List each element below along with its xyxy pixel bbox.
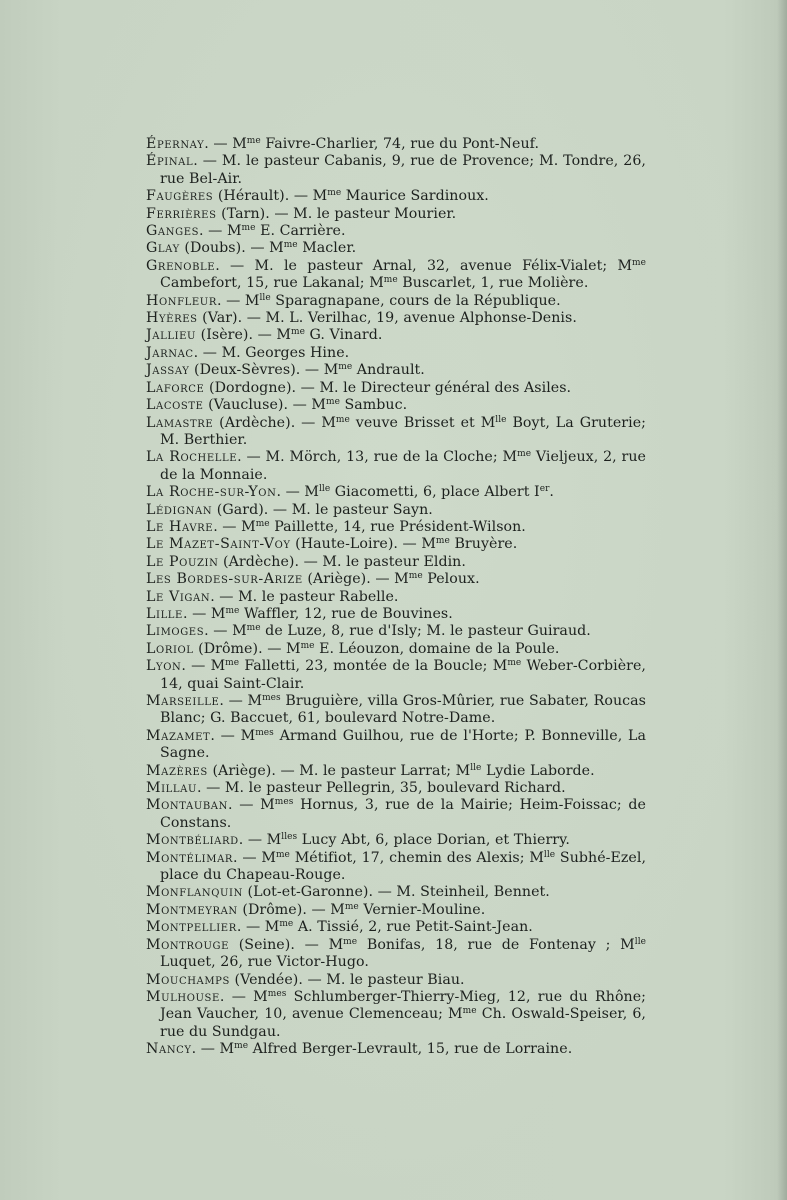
entry-sup: me [300,640,315,651]
entry-text: (Drôme). — M [193,640,301,657]
entry-text: Alfred Berger-Levrault, 15, rue de Lorraine. [248,1041,573,1058]
list-item [146,554,646,571]
entry-sup: lle [259,292,271,303]
place-name: Le Pouzin [146,553,219,570]
place-name: Montauban [146,797,228,814]
entry-text: (Ardèche). — M. le pasteur Eldin. [218,553,466,570]
entry-text: . — M [204,136,247,152]
entry-text: . — M [238,832,282,849]
entry-text: . — M [227,797,275,814]
list-item [146,571,646,588]
entry-sup: lle [470,762,482,773]
place-name: La Roche-sur-Yon [146,484,277,501]
place-name: Montbéliard [146,832,239,849]
list-item [146,850,646,885]
entry-text: Paillette, 14, rue Président-Wilson. [269,518,526,535]
entry-text: Faivre-Charlier, 74, rue du Pont-Neuf. [260,136,540,152]
entry-text: . [549,484,554,501]
entry-text: E. Léouzon, domaine de la Poule. [314,640,560,657]
list-item [146,519,646,536]
entry-text: E. Carrière. [255,223,346,240]
entry-text: (Vaucluse). — M [203,397,326,414]
entry-text: (Ariège). — M. le pasteur Larrat; M [207,762,471,779]
entry-sup: me [246,136,261,146]
list-item [146,972,646,989]
entry-sup: me [234,1041,249,1052]
entry-text: . — M. le pasteur Cabanis, 9, rue de Provence; M. Tondre, 26, rue Bel-Air. [160,153,646,187]
list-item [146,1041,646,1058]
entry-text: (Var). — M. L. Verilhac, 19, avenue Alphonse-Denis. [197,310,577,327]
entry-sup: lle [634,936,646,947]
list-item [146,763,646,780]
place-name: Lille [146,605,183,622]
entry-text: . — M [233,849,276,866]
entry-text: (Ariège). — M [302,571,409,588]
place-name: Honfleur [146,292,217,309]
entry-sup: me [275,849,290,860]
entry-text: Giacometti, 6, place Albert I [330,484,540,501]
entry-sup: me [344,901,359,912]
list-item [146,310,646,327]
entry-text: Ch. Oswald-Speiser, 6, rue du Sundgau. [160,1006,646,1040]
entry-sup: me [338,362,353,373]
place-name: Lamastre [146,414,214,431]
place-name: Mulhouse [146,988,220,1005]
place-name: Limoges [146,623,205,640]
list-item [146,293,646,310]
place-name: Mouchamps [146,971,230,988]
list-item [146,641,646,658]
place-name: Nancy [146,1041,192,1058]
place-name: Le Havre [146,518,214,535]
entry-text: Andrault. [352,362,425,379]
entry-text: . — M [191,1041,235,1058]
entry-text: (Isère). — M [196,327,292,344]
list-item [146,884,646,901]
entry-sup: me [225,658,240,669]
entry-text: Vernier-Mouline. [358,901,486,918]
entry-sup: mes [262,693,281,703]
place-name: Montpellier [146,919,237,936]
place-name: Jassay [146,362,190,379]
entry-text: Sparagnapane, cours de la République. [270,292,561,309]
list-item [146,362,646,379]
list-item [146,345,646,362]
list-item [146,153,646,188]
entry-sup: me [517,449,532,460]
entry-sup: mes [255,727,274,738]
list-item [146,832,646,849]
place-name: Lacoste [146,397,204,414]
place-name: Lédignan [146,501,213,518]
list-item [146,380,646,397]
entry-text: Bruguière, villa Gros-Mûrier, rue Sabater, Roucas Blanc; G. Baccuet, 61, boulevard Notre-Dame. [160,693,646,727]
entry-text: Maurice Sardinoux. [341,188,489,205]
place-name: Loriol [146,640,194,657]
entry-text: Peloux. [422,571,480,588]
entry-text: (Haute-Loire). — M [290,536,436,553]
place-name: Épinal [146,153,194,170]
entry-sup: me [383,275,398,286]
entry-text: Waffler, 12, rue de Bouvines. [239,605,453,622]
place-name: Montmeyran [146,901,238,918]
list-item [146,397,646,414]
list-item [146,536,646,553]
address-list [146,136,646,1059]
list-item [146,415,646,450]
list-item [146,206,646,223]
entry-text: (Doubs). — M [179,240,284,257]
entry-sup: mes [267,988,287,999]
place-name: Le Mazet-Saint-Voy [146,536,291,553]
list-item [146,449,646,484]
entry-text: Sambuc. [339,397,408,414]
list-item [146,902,646,919]
entry-sup: me [632,257,646,268]
entry-text: . — M. Georges Hine. [193,344,350,361]
list-item [146,937,646,972]
entry-text: Weber-Corbière, 14, quai Saint-Clair. [160,658,646,692]
list-item [146,258,646,293]
entry-text: . — M [219,988,268,1005]
entry-text: Boyt, La Gruterie; M. Berthier. [160,414,647,448]
place-name: Les Bordes-sur-Arize [146,571,303,588]
entry-text: Lydie Laborde. [481,762,595,779]
list-item [146,693,646,728]
entry-sup: me [279,919,294,930]
entry-text: Falletti, 23, montée de la Boucle; M [239,658,508,675]
entry-sup: me [255,518,270,529]
list-item [146,623,646,640]
place-name: Laforce [146,379,205,396]
place-name: Marseille [146,693,220,709]
entry-text: Bonifas, 18, rue de Fontenay ; M [357,936,635,953]
entry-sup: me [507,658,522,669]
entry-text: (Hérault). — M [213,188,328,205]
list-item [146,606,646,623]
entry-text: (Ardèche). — M [213,414,336,431]
list-item [146,484,646,501]
place-name: Mazères [146,762,208,779]
list-item [146,919,646,936]
list-item [146,136,646,153]
entry-sup: lle [495,414,507,425]
place-name: Jallieu [146,327,197,344]
entry-text: (Dordogne). — M. le Directeur général des Asiles. [204,379,572,396]
entry-sup: lles [281,832,298,843]
entry-sup: mes [274,797,294,808]
place-name: La Rochelle [146,449,238,466]
entry-text: de Luze, 8, rue d'Isly; M. le pasteur Guiraud. [260,623,591,640]
list-item [146,728,646,763]
entry-text: (Seine). — M [229,936,344,953]
entry-text: Bruyère. [449,536,518,553]
entry-text: . — M. Mörch, 13, rue de la Cloche; M [237,449,518,466]
entry-sup: me [343,936,358,947]
place-name: Glay [146,240,180,257]
entry-text: Cambefort, 15, rue Lakanal; M [160,275,384,292]
list-item [146,658,646,693]
entry-text: (Tarn). — M. le pasteur Mourier. [216,205,457,222]
list-item [146,780,646,797]
entry-sup: me [408,571,423,582]
entry-text: . — M. le pasteur Pellegrin, 35, boulevard Richard. [197,780,566,797]
entry-sup: me [225,605,240,616]
entry-text: (Drôme). — M [237,901,345,918]
entry-text: (Vendée). — M. le pasteur Biau. [229,971,465,988]
entry-sup: me [291,327,305,338]
place-name: Montrouge [146,936,229,953]
place-name: Mazamet [146,727,211,744]
list-item [146,797,646,832]
entry-text: . — M [216,292,260,309]
entry-sup: me [283,240,298,251]
entry-sup: me [435,536,450,547]
entry-text: G. Vinard. [304,327,383,344]
entry-text: (Lot-et-Garonne). — M. Steinheil, Bennet. [242,884,550,901]
place-name: Grenoble [146,257,216,274]
entry-text: . — M [276,484,319,501]
place-name: Montélimar [146,849,234,866]
entry-text: . — M [204,623,247,640]
entry-sup: me [325,397,340,408]
list-item [146,989,646,1041]
entry-text: . — M [236,919,280,936]
list-item [146,589,646,606]
entry-text: Lucy Abt, 6, place Dorian, et Thierry. [297,832,570,849]
place-name: Monflanquin [146,884,243,901]
place-name: Ganges [146,223,200,240]
entry-text: Luquet, 26, rue Victor-Hugo. [160,954,369,971]
entry-sup: me [246,623,261,634]
entry-text: (Deux-Sèvres). — M [189,362,339,379]
place-name: Jarnac [146,344,194,361]
entry-text: . — M [213,518,256,535]
place-name: Millau [146,780,198,797]
entry-sup: me [327,188,342,199]
entry-text: . — M [181,658,226,675]
entry-text: Hornus, 3, rue de la Mairie; Heim-Foissac; de Constans. [160,797,646,831]
entry-text: Armand Guilhou, rue de l'Horte; P. Bonneville, La Sagne. [160,727,646,762]
entry-text: . — M [219,693,263,709]
entry-text: Subhé-Ezel, place du Chapeau-Rouge. [160,849,647,884]
list-item [146,188,646,205]
list-item [146,327,646,344]
entry-text: . — M. le pasteur Rabelle. [210,588,399,605]
entry-text: Macler. [297,240,357,257]
entry-sup: me [335,414,350,425]
entry-text: Schlumberger-Thierry-Mieg, 12, rue du Rhône; Jean Vaucher, 10, avenue Clemenceau; M [160,988,646,1023]
place-name: Épernay [146,136,205,152]
entry-text: (Gard). — M. le pasteur Sayn. [212,501,433,518]
entry-text: Buscarlet, 1, rue Molière. [397,275,589,292]
entry-sup: lle [543,849,556,860]
list-item [146,240,646,257]
entry-text: veuve Brisset et M [349,414,496,431]
entry-sup: me [462,1006,477,1017]
entry-text: A. Tissié, 2, rue Petit-Saint-Jean. [293,919,533,936]
place-name: Le Vigan [146,588,211,605]
entry-text: . — M [182,605,226,622]
entry-text: Métifiot, 17, chemin des Alexis; M [289,849,544,866]
entry-text: . — M. le pasteur Arnal, 32, avenue Félix-Vialet; M [215,257,633,274]
place-name: Lyon [146,658,182,675]
entry-text: Vieljeux, 2, rue de la Monnaie. [160,449,646,483]
list-item [146,223,646,240]
place-name: Hyères [146,310,198,327]
place-name: Ferrières [146,205,217,222]
entry-text: . — M [210,727,256,744]
entry-sup: er [539,484,550,495]
place-name: Faugères [146,188,214,205]
entry-sup: lle [318,484,331,495]
entry-sup: me [241,223,256,234]
entry-text: . — M [199,223,242,240]
list-item [146,502,646,519]
